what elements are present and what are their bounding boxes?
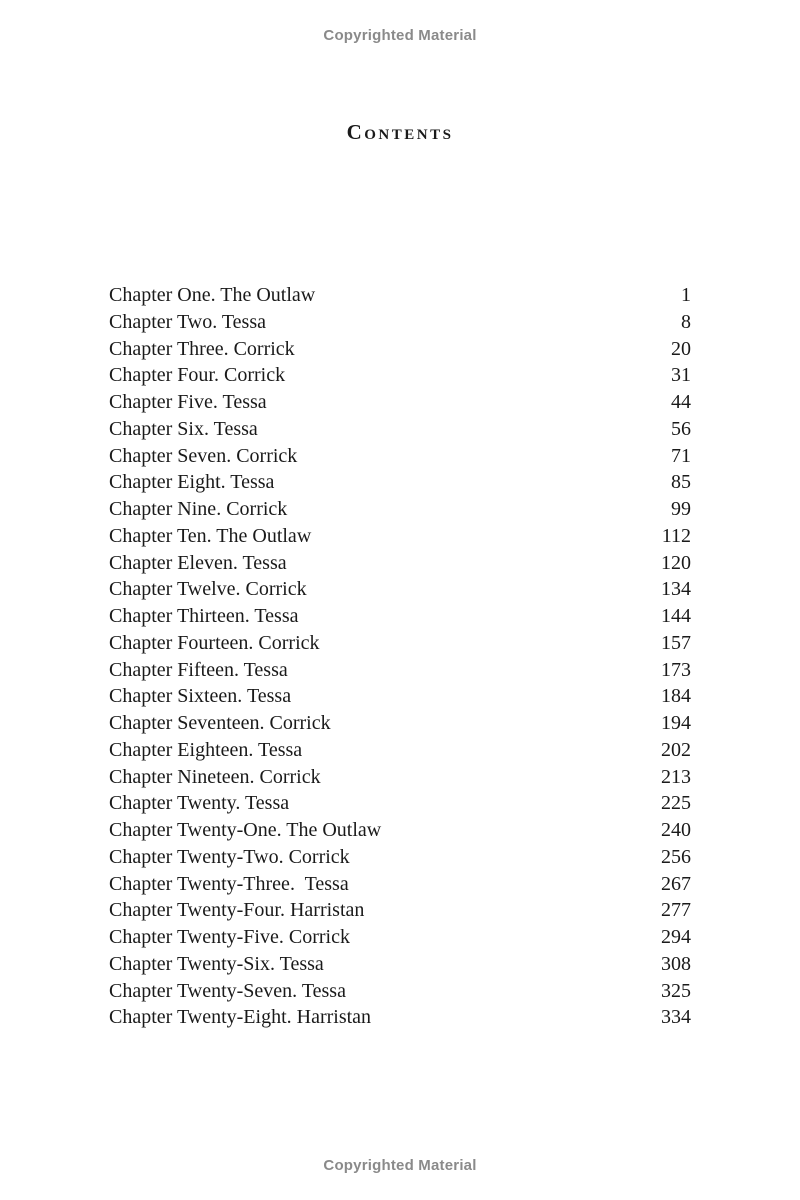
toc-chapter-title: Chapter Three. Corrick [109,337,295,360]
toc-chapter-title: Chapter Eleven. Tessa [109,551,287,574]
toc-entry [109,336,691,363]
toc-page-number: 1 [681,284,691,306]
toc-entry [109,764,691,791]
toc-chapter-title: Chapter Twenty-Four. Harristan [109,899,365,922]
toc-entry [109,978,691,1005]
toc-page-number: 44 [671,391,691,413]
toc-page-number: 85 [671,471,691,494]
toc-chapter-title: Chapter Eight. Tessa [109,471,275,494]
toc-page-number: 325 [661,979,691,1002]
toc-page-number: 144 [661,605,691,627]
toc-chapter-title: Chapter Thirteen. Tessa [109,605,299,627]
toc-page-number: 294 [661,926,691,948]
toc-entry [109,871,691,898]
toc-chapter-title: Chapter Twenty-Seven. Tessa [109,979,346,1002]
table-of-contents [109,282,691,1031]
toc-chapter-title: Chapter One. The Outlaw [109,284,316,306]
toc-chapter-title: Chapter Seven. Corrick [109,444,298,467]
toc-page-number: 240 [661,819,691,841]
toc-page-number: 308 [661,952,691,975]
toc-chapter-title: Chapter Five. Tessa [109,391,267,413]
toc-page-number: 277 [661,899,691,922]
toc-page-number: 56 [671,417,691,440]
toc-chapter-title: Chapter Twenty-Eight. Harristan [109,1006,372,1029]
toc-chapter-title: Chapter Eighteen. Tessa [109,738,303,761]
toc-page-number: 202 [661,738,691,761]
toc-page-number: 267 [661,872,691,895]
toc-page-number: 256 [661,845,691,868]
toc-entry [109,550,691,577]
toc-chapter-title: Chapter Twenty-Two. Corrick [109,845,350,868]
contents-heading: Contents [346,120,454,144]
toc-chapter-title: Chapter Twenty-Five. Corrick [109,926,350,948]
toc-chapter-title: Chapter Two. Tessa [109,310,266,333]
toc-chapter-title: Chapter Nine. Corrick [109,498,288,520]
toc-chapter-title: Chapter Ten. The Outlaw [109,524,312,547]
toc-entry [109,523,691,550]
toc-entry [109,443,691,470]
toc-entry [109,630,691,657]
toc-page-number: 173 [661,658,691,681]
toc-chapter-title: Chapter Twenty-One. The Outlaw [109,819,382,841]
toc-chapter-title: Chapter Twenty-Six. Tessa [109,952,324,975]
toc-entry [109,737,691,764]
toc-page-number: 213 [661,765,691,788]
toc-entry [109,603,691,630]
toc-entry [109,683,691,710]
toc-page-number: 194 [661,712,691,734]
toc-entry [109,924,691,951]
toc-chapter-title: Chapter Twenty-Three. Tessa [109,872,349,895]
toc-page-number: 334 [661,1006,691,1029]
toc-page-number: 99 [671,498,691,520]
toc-chapter-title: Chapter Four. Corrick [109,364,286,387]
toc-page-number: 112 [661,524,691,547]
toc-entry [109,416,691,443]
toc-page-number: 225 [661,792,691,815]
toc-page-number: 120 [661,551,691,574]
toc-entry [109,362,691,389]
toc-page-number: 157 [661,631,691,654]
toc-entry [109,282,691,309]
toc-entry [109,576,691,603]
toc-page-number: 8 [681,310,691,333]
toc-entry [109,469,691,496]
toc-entry [109,844,691,871]
toc-entry [109,496,691,523]
toc-chapter-title: Chapter Twenty. Tessa [109,792,290,815]
toc-entry [109,389,691,416]
toc-entry [109,897,691,924]
toc-chapter-title: Chapter Six. Tessa [109,417,258,440]
toc-page-number: 31 [671,364,691,387]
toc-entry [109,657,691,684]
toc-entry [109,309,691,336]
toc-chapter-title: Chapter Twelve. Corrick [109,578,307,601]
toc-entry [109,1004,691,1031]
toc-chapter-title: Chapter Fifteen. Tessa [109,658,288,681]
copyright-watermark-bottom: Copyrighted Material [323,1157,477,1174]
toc-entry [109,790,691,817]
toc-page-number: 134 [661,578,691,601]
toc-chapter-title: Chapter Nineteen. Corrick [109,765,321,788]
toc-entry [109,951,691,978]
toc-page-number: 184 [661,685,691,708]
toc-chapter-title: Chapter Seventeen. Corrick [109,712,331,734]
copyright-watermark-top: Copyrighted Material [323,27,477,44]
toc-page-number: 20 [671,337,691,360]
toc-entry [109,817,691,844]
toc-entry [109,710,691,737]
toc-chapter-title: Chapter Sixteen. Tessa [109,685,292,708]
toc-chapter-title: Chapter Fourteen. Corrick [109,631,320,654]
toc-page-number: 71 [671,444,691,467]
